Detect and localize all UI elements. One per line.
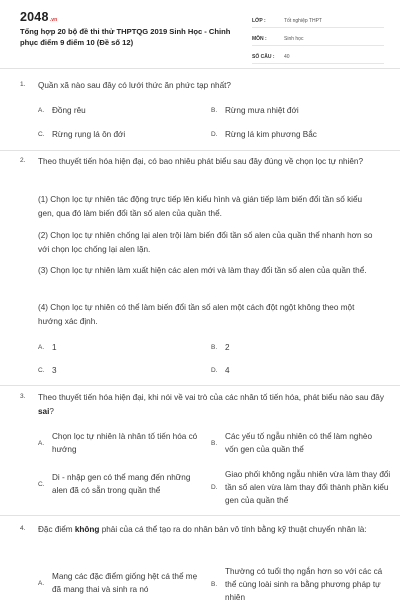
statement-4: (4) Chọn lọc tự nhiên có thể làm biến đổi tần số alen một cách đột ngột không theo một hướng xác định.: [38, 303, 355, 326]
divider: [0, 515, 400, 516]
option-b[interactable]: [211, 341, 230, 354]
option-text: Thường có tuổi thọ ngắn hơn so với các cá thể cùng loài sinh ra bằng phương pháp tự nhiên: [225, 567, 383, 602]
option-text: Các yếu tố ngẫu nhiên có thể làm nghèo vốn gen của quần thể: [225, 432, 373, 454]
document-header: [0, 0, 400, 62]
option-c[interactable]: [38, 128, 125, 141]
question-text-part: phải của cá thể tạo ra do nhân bản vô tính bằng kỹ thuật chuyển nhân là:: [99, 525, 367, 534]
option-b[interactable]: [211, 430, 387, 456]
meta-label: SỐ CÂU :: [252, 53, 275, 60]
question-stem: [20, 523, 388, 537]
option-d[interactable]: [211, 364, 230, 377]
meta-value: Tốt nghiệp THPT: [284, 17, 322, 24]
divider: [0, 68, 400, 69]
question-text: [38, 523, 388, 537]
question-number: 1.: [20, 81, 26, 88]
option-text: Rừng lá kim phương Bắc: [225, 130, 317, 139]
site-logo[interactable]: [20, 10, 57, 24]
option-text: Di - nhập gen có thể mang đến những alen đã có sẵn trong quần thể: [52, 473, 191, 495]
option-text: Rừng mưa nhiệt đới: [225, 106, 299, 115]
divider: [0, 150, 400, 151]
statement-3: (3) Chọn lọc tự nhiên làm xuất hiện các alen mới và làm thay đổi tần số alen của quần thể.: [38, 266, 367, 275]
option-letter: D.: [211, 131, 218, 138]
option-letter: A.: [38, 439, 45, 447]
meta-row-grade: [252, 14, 384, 28]
option-text: 3: [52, 366, 57, 375]
option-letter: B.: [211, 581, 218, 588]
meta-value: 40: [284, 53, 290, 60]
option-a[interactable]: [38, 430, 204, 456]
meta-label: MÔN :: [252, 35, 267, 42]
option-letter: D.: [211, 484, 218, 491]
option-letter: A.: [38, 344, 45, 351]
statement-1: (1) Chọn lọc tự nhiên tác động trực tiếp lên kiểu hình và gián tiếp làm biến đổi tần số kiểu gen, qua đó làm biến đổi tần số alen của quần thể.: [38, 195, 363, 218]
question-text-part: Theo thuyết tiến hóa hiện đại, khi nói về vai trò của các nhân tố tiến hóa, phát biểu nào sau đây: [38, 393, 384, 402]
option-letter: D.: [211, 367, 218, 374]
question-text-part: ?: [49, 407, 54, 416]
exam-meta: [252, 14, 384, 68]
statement-2: (2) Chọn lọc tự nhiên chống lại alen trội làm biến đổi tần số alen của quần thể nhanh hơn so với chọn lọc chống lại alen lặn.: [38, 231, 373, 254]
question-emphasis: không: [74, 525, 100, 534]
option-text: Rừng rụng lá ôn đới: [52, 130, 126, 139]
option-letter: C.: [38, 367, 45, 374]
question-text: [38, 391, 388, 419]
option-b[interactable]: [211, 565, 395, 604]
divider: [0, 385, 400, 386]
option-c[interactable]: [38, 471, 204, 497]
option-letter: C.: [38, 131, 45, 138]
option-letter: A.: [38, 579, 45, 587]
option-text: 1: [52, 343, 57, 352]
meta-row-subject: [252, 32, 384, 46]
option-text: Chọn lọc tự nhiên là nhân tố tiến hóa có hướng: [52, 432, 198, 454]
document-title: Tổng hợp 20 bộ đề thi thử THPTQG 2019 Sinh Học - Chinh phục điểm 9 điểm 10 (Đề số 12): [20, 27, 231, 47]
meta-row-question-count: [252, 50, 384, 64]
option-b[interactable]: [211, 104, 299, 117]
question-emphasis: sai: [38, 407, 50, 416]
question-text: Theo thuyết tiến hóa hiện đại, có bao nhiêu phát biểu sau đây đúng về chọn lọc tự nhiên?: [38, 157, 364, 166]
question-number: 2.: [20, 157, 26, 164]
option-a[interactable]: [38, 570, 204, 596]
option-letter: A.: [38, 107, 45, 114]
option-letter: C.: [38, 480, 45, 488]
question-stem: [20, 155, 388, 169]
meta-value: Sinh học: [284, 35, 304, 42]
question-number: 3.: [20, 393, 26, 400]
logo-suffix: .vn: [49, 17, 58, 23]
question-number: 4.: [20, 525, 26, 532]
option-letter: B.: [211, 344, 218, 351]
option-text: Giao phối không ngẫu nhiên vừa làm thay đổi tần số alen vừa làm thay đổi thành phần kiểu gen của quần thể: [225, 470, 391, 505]
option-c[interactable]: [38, 364, 57, 377]
question-text: Quần xã nào sau đây có lưới thức ăn phức tạp nhất?: [38, 81, 231, 90]
option-a[interactable]: [38, 104, 86, 117]
question-stem: [20, 79, 388, 93]
meta-label: LỚP :: [252, 17, 266, 24]
option-letter: B.: [211, 439, 218, 447]
option-text: 4: [225, 366, 230, 375]
option-a[interactable]: [38, 341, 57, 354]
option-d[interactable]: [211, 468, 397, 507]
logo-text: 2048: [20, 10, 49, 24]
option-text: 2: [225, 343, 230, 352]
question-stem: [20, 391, 388, 419]
question-text-part: Đặc điểm: [38, 525, 75, 534]
option-d[interactable]: [211, 128, 317, 141]
option-text: Đồng rêu: [52, 106, 86, 115]
option-text: Mang các đặc điểm giống hệt cá thể mẹ đã mang thai và sinh ra nó: [52, 572, 198, 594]
option-letter: B.: [211, 107, 218, 114]
